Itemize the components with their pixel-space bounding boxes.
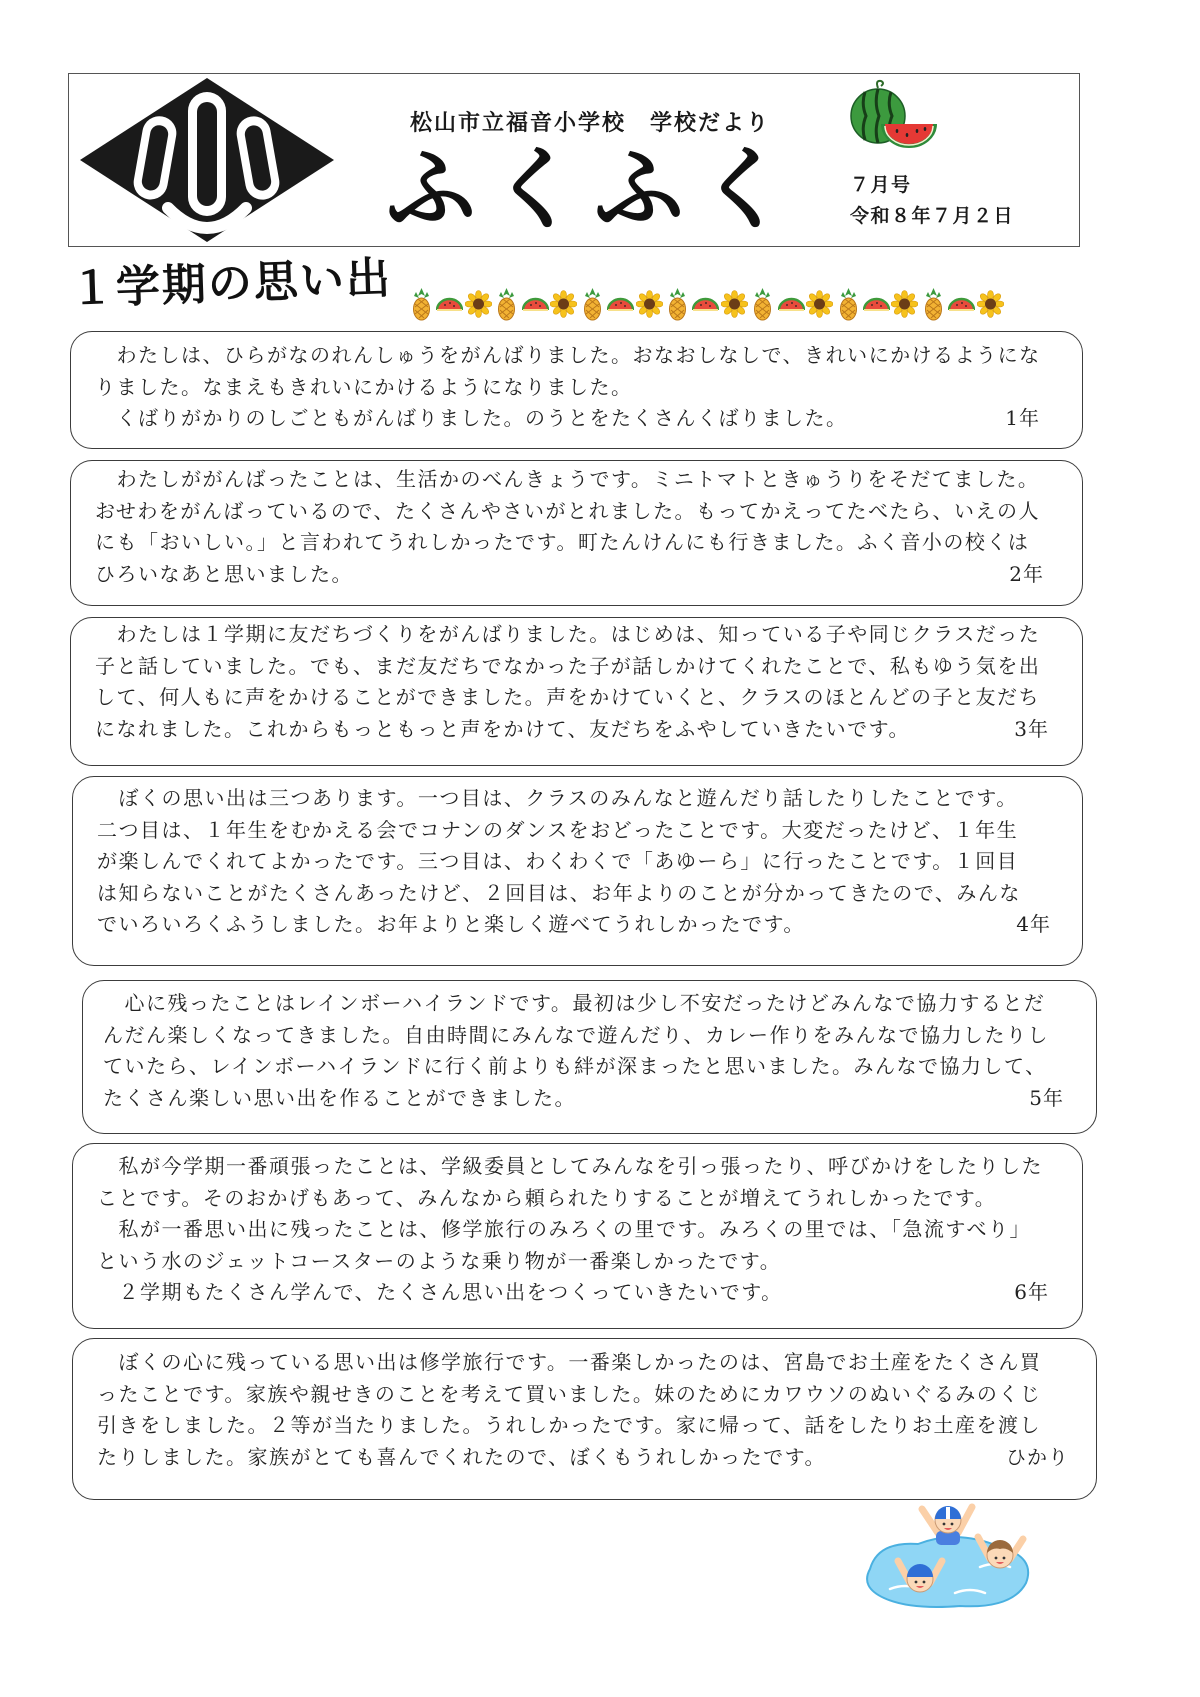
entry-line: ２学期もたくさん学んで、たくさん思い出をつくっていきたいです。 <box>97 1280 783 1304</box>
entry-line: たくさん楽しい思い出を作ることができました。 <box>103 1085 576 1110</box>
watermelon-icon <box>845 78 937 154</box>
entry-author: 2年 <box>1009 561 1044 586</box>
entry-card-5 <box>82 980 1097 1134</box>
sunflower-icon <box>977 286 1004 322</box>
pineapple-icon <box>408 286 435 322</box>
entry-author: 5年 <box>1029 1085 1064 1110</box>
sunflower-icon <box>806 286 833 322</box>
entry-line: おせわをがんばっているので、たくさんやさいがとれました。もってかえってたべたら、いえの人 <box>95 498 1040 523</box>
sunflower-icon <box>891 286 918 322</box>
entry-author: 3年 <box>1014 716 1049 741</box>
sunflower-icon <box>636 286 663 322</box>
entry-card-6 <box>72 1143 1083 1329</box>
watermelon-slice-icon <box>692 286 719 322</box>
watermelon-slice-icon <box>778 286 805 322</box>
swimming-children-icon <box>860 1497 1035 1612</box>
entry-line: りました。なまえもきれいにかけるようになりました。 <box>95 374 633 399</box>
sunflower-icon <box>721 286 748 322</box>
entry-card-7 <box>72 1338 1097 1500</box>
entry-line: でいろいろくふうしました。お年よりと楽しく遊べてうれしかったです。 <box>97 912 805 936</box>
pineapple-icon <box>835 286 862 322</box>
entry-author: 4年 <box>1016 912 1051 936</box>
entry-card-1 <box>70 331 1083 449</box>
entry-author: 6年 <box>1014 1280 1049 1304</box>
entry-line: 引きをしました。２等が当たりました。うれしかったです。家に帰って、話をしたりお土産を渡し <box>97 1413 1041 1437</box>
issue-date: 令和８年７月２日 <box>850 205 1015 227</box>
entry-line: ていたら、レインボーハイランドに行く前よりも絆が深まったと思いました。みんなで協力して、 <box>103 1054 1047 1078</box>
school-name-line: 松山市立福音小学校 学校だより <box>410 111 771 136</box>
entry-line: 心に残ったことはレインボーハイランドです。最初は少し不安だったけどみんなで協力するとだ <box>103 991 1046 1015</box>
entry-line: ことです。そのおかげもあって、みんなから頼られたりすることが増えてうれしかったです。 <box>97 1185 997 1210</box>
entry-line: ぼくの心に残っている思い出は修学旅行です。一番楽しかったのは、宮島でお土産をたくさん買 <box>97 1350 1042 1374</box>
watermelon-slice-icon <box>863 286 890 322</box>
pineapple-icon <box>664 286 691 322</box>
pineapple-icon <box>920 286 947 322</box>
entry-line: んだん楽しくなってきました。自由時間にみんなで遊んだり、カレー作りをみんなで協力したりし <box>103 1022 1049 1047</box>
watermelon-slice-icon <box>607 286 634 322</box>
newsletter-title: ふくふく <box>386 137 802 242</box>
issue-label: ７月号 <box>850 174 912 196</box>
entry-line: ぼくの思い出は三つあります。一つ目は、クラスのみんなと遊んだり話したりしたことです。 <box>97 786 1018 810</box>
entry-line: くばりがかりのしごともがんばりました。のうとをたくさんくばりました。 <box>95 406 848 430</box>
entry-author: 1年 <box>1005 406 1040 430</box>
entry-line: という水のジェットコースターのような乗り物が一番楽しかったです。 <box>97 1248 782 1273</box>
entry-line: は知らないことがたくさんあったけど、２回目は、お年よりのことが分かってきたので、みんな <box>97 880 1021 905</box>
entry-line: になれました。これからもっともっと声をかけて、友だちをふやしていきたいです。 <box>95 716 910 741</box>
sunflower-icon <box>465 286 492 322</box>
entry-line: して、何人もに声をかけることができました。声をかけていくと、クラスのほとんどの子と友だち <box>95 685 1040 709</box>
school-emblem-icon <box>76 76 338 244</box>
entry-line: が楽しんでくれてよかったです。三つ目は、わくわくで「あゆーら」に行ったことです。１回目 <box>97 849 1019 873</box>
entry-line: ひろいなあと思いました。 <box>95 561 353 586</box>
watermelon-slice-icon <box>948 286 975 322</box>
entry-line: わたしががんばったことは、生活かのべんきょうです。ミニトマトときゅうりをそだてました。 <box>95 467 1040 491</box>
entry-line: 子と話していました。でも、まだ友だちでなかった子が話しかけてくれたことで、私もゆう気を出 <box>95 653 1041 678</box>
entry-line: 二つ目は、１年生をむかえる会でコナンのダンスをおどったことです。大変だったけど、１年生 <box>97 817 1019 842</box>
pineapple-icon <box>579 286 606 322</box>
entry-card-4 <box>72 776 1083 966</box>
pineapple-icon <box>493 286 520 322</box>
entry-line: にも「おいしい。」と言われてうれしかったです。町たんけんにも行きました。ふく音小の校くは <box>95 530 1030 554</box>
entry-line: ったことです。家族や親せきのことを考えて買いました。妹のためにカワウソのぬいぐるみのくじ <box>97 1381 1042 1406</box>
entry-line: たりしました。家族がとても喜んでくれたので、ぼくもうれしかったです。 <box>97 1444 826 1469</box>
watermelon-slice-icon <box>436 286 463 322</box>
entry-line: わたしは１学期に友だちづくりをがんばりました。はじめは、知っている子や同じクラスだった <box>95 622 1041 646</box>
pineapple-icon <box>749 286 776 322</box>
summer-decoration-row <box>408 284 1004 324</box>
watermelon-slice-icon <box>522 286 549 322</box>
entry-line: 私が一番思い出に残ったことは、修学旅行のみろくの里です。みろくの里では、「急流すべり」 <box>97 1217 1031 1241</box>
entry-line: 私が今学期一番頑張ったことは、学級委員としてみんなを引っ張ったり、呼びかけをしたりした <box>97 1154 1043 1178</box>
entry-card-3 <box>70 617 1083 766</box>
entry-line: わたしは、ひらがなのれんしゅうをがんばりました。おなおしなしで、きれいにかけるようにな <box>95 343 1041 367</box>
sunflower-icon <box>550 286 577 322</box>
entry-card-2 <box>70 460 1083 606</box>
entry-author: ひかり <box>1006 1444 1069 1469</box>
section-heading: １学期の思い出 <box>69 252 393 315</box>
